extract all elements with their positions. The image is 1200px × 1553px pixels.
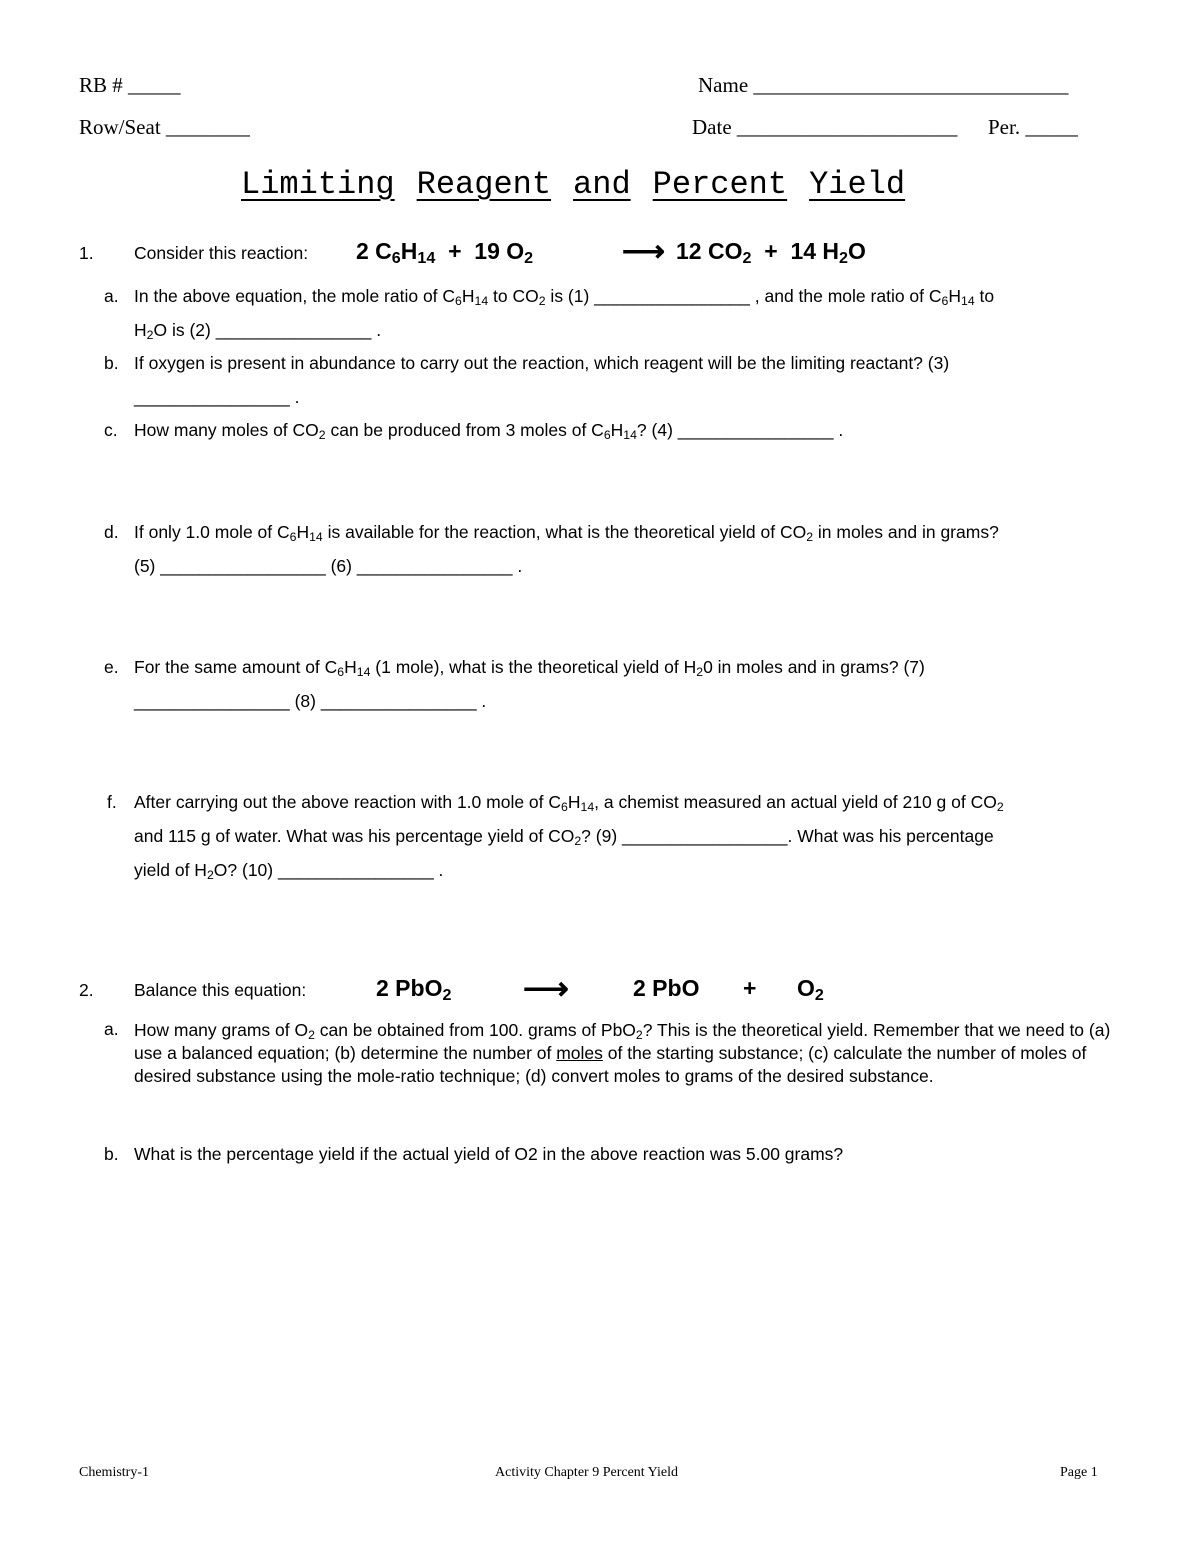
- product-pbo: 2 PbO: [633, 975, 700, 1001]
- part-letter: f.: [107, 792, 117, 812]
- part-letter: d.: [104, 522, 119, 542]
- question-2-prompt: Balance this equation:: [134, 980, 307, 1000]
- title-word: Reagent: [416, 166, 552, 203]
- reaction-arrow-icon: ⟶: [523, 970, 569, 1006]
- question-1e-line1: For the same amount of $C_6H_{14}$ (1 mole), what is the theoretical yield of $H_20$ in moles and in grams? (7): [134, 657, 925, 680]
- question-1f-line3: yield of $H_2O$? (10) ________________ .: [134, 860, 444, 883]
- question-1b-line1: If oxygen is present in abundance to carry out the reaction, which reagent will be the limiting reactant? (3): [134, 353, 950, 373]
- reaction-arrow-icon: ⟶: [622, 235, 666, 268]
- page-title: [241, 166, 905, 203]
- footer-page-number: Page 1: [1060, 1465, 1098, 1480]
- date-field: Date _____________________: [692, 115, 958, 139]
- question-1d-line1: If only 1.0 mole of $C_6H_{14}$ is available for the reaction, what is the theoretical yield of $CO_2$ in moles and in grams?: [134, 522, 999, 545]
- part-letter: a.: [104, 1019, 119, 1039]
- question-2-number: 2.: [79, 980, 94, 1000]
- period-field: Per. _____: [988, 115, 1078, 139]
- reactants: 2 $C_6H_{14} + 19$ $O_2$: [356, 238, 534, 268]
- question-1f-line1: After carrying out the above reaction with 1.0 mole of $C_6H_{14}$, a chemist measured an actual yield of 210 g of $CO_2$: [134, 792, 1004, 815]
- question-1d-line2: (5) _________________ (6) ________________ .: [134, 556, 523, 576]
- part-letter: a.: [104, 286, 119, 306]
- footer-course: Chemistry-1: [79, 1465, 149, 1480]
- title-word: Yield: [809, 166, 906, 203]
- question-1f-line2: and 115 g of water. What was his percentage yield of $CO_2$? (9) _________________. What was his percentage: [134, 826, 994, 849]
- product-oxygen: $O_2$: [797, 975, 824, 1005]
- question-1e-line2: ________________ (8) ________________ .: [134, 691, 487, 711]
- question-1b-line2: ________________ .: [134, 387, 300, 407]
- footer-activity: Activity Chapter 9 Percent Yield: [495, 1465, 678, 1480]
- title-word: Limiting: [241, 166, 395, 203]
- question-2a: How many grams of $O_2$ can be obtained from 100. grams of PbO$_2$? This is the theoretical yield. Remember that we need to (a) use a balanced equation; (b) determine the number of moles of the starting substance; (c) calculate the number of moles of desired substance using the mole-ratio technique; (d) convert moles to grams of the desired substance.: [134, 1020, 1111, 1086]
- title-word: and: [573, 166, 631, 203]
- row-seat-field: Row/Seat ________: [79, 115, 250, 139]
- rb-number-field: RB # _____: [79, 73, 181, 97]
- part-letter: b.: [104, 1144, 119, 1164]
- part-letter: c.: [104, 420, 118, 440]
- reactant: 2 PbO$_2$: [376, 975, 452, 1005]
- part-letter: e.: [104, 657, 119, 677]
- name-field: Name ______________________________: [698, 73, 1069, 97]
- question-1-number: 1.: [79, 243, 94, 263]
- question-1a-line2: $H_2O$ is (2) ________________ .: [134, 320, 382, 343]
- question-2b: What is the percentage yield if the actual yield of O2 in the above reaction was 5.00 grams?: [134, 1144, 844, 1164]
- question-1-prompt: Consider this reaction:: [134, 243, 309, 263]
- question-1a-line1: In the above equation, the mole ratio of $C_6H_{14}$ to $CO_2$ is (1) ________________ , and the mole ratio of $C_6H_{14}$ to: [134, 286, 995, 309]
- title-word: Percent: [652, 166, 788, 203]
- question-1c: How many moles of $CO_2$ can be produced from 3 moles of $C_6H_{14}$? (4) ________________ .: [134, 420, 844, 443]
- plus-sign: +: [743, 975, 757, 1001]
- part-letter: b.: [104, 353, 119, 373]
- products: 12 $CO_2 + 14$ $H_2O$: [676, 238, 866, 268]
